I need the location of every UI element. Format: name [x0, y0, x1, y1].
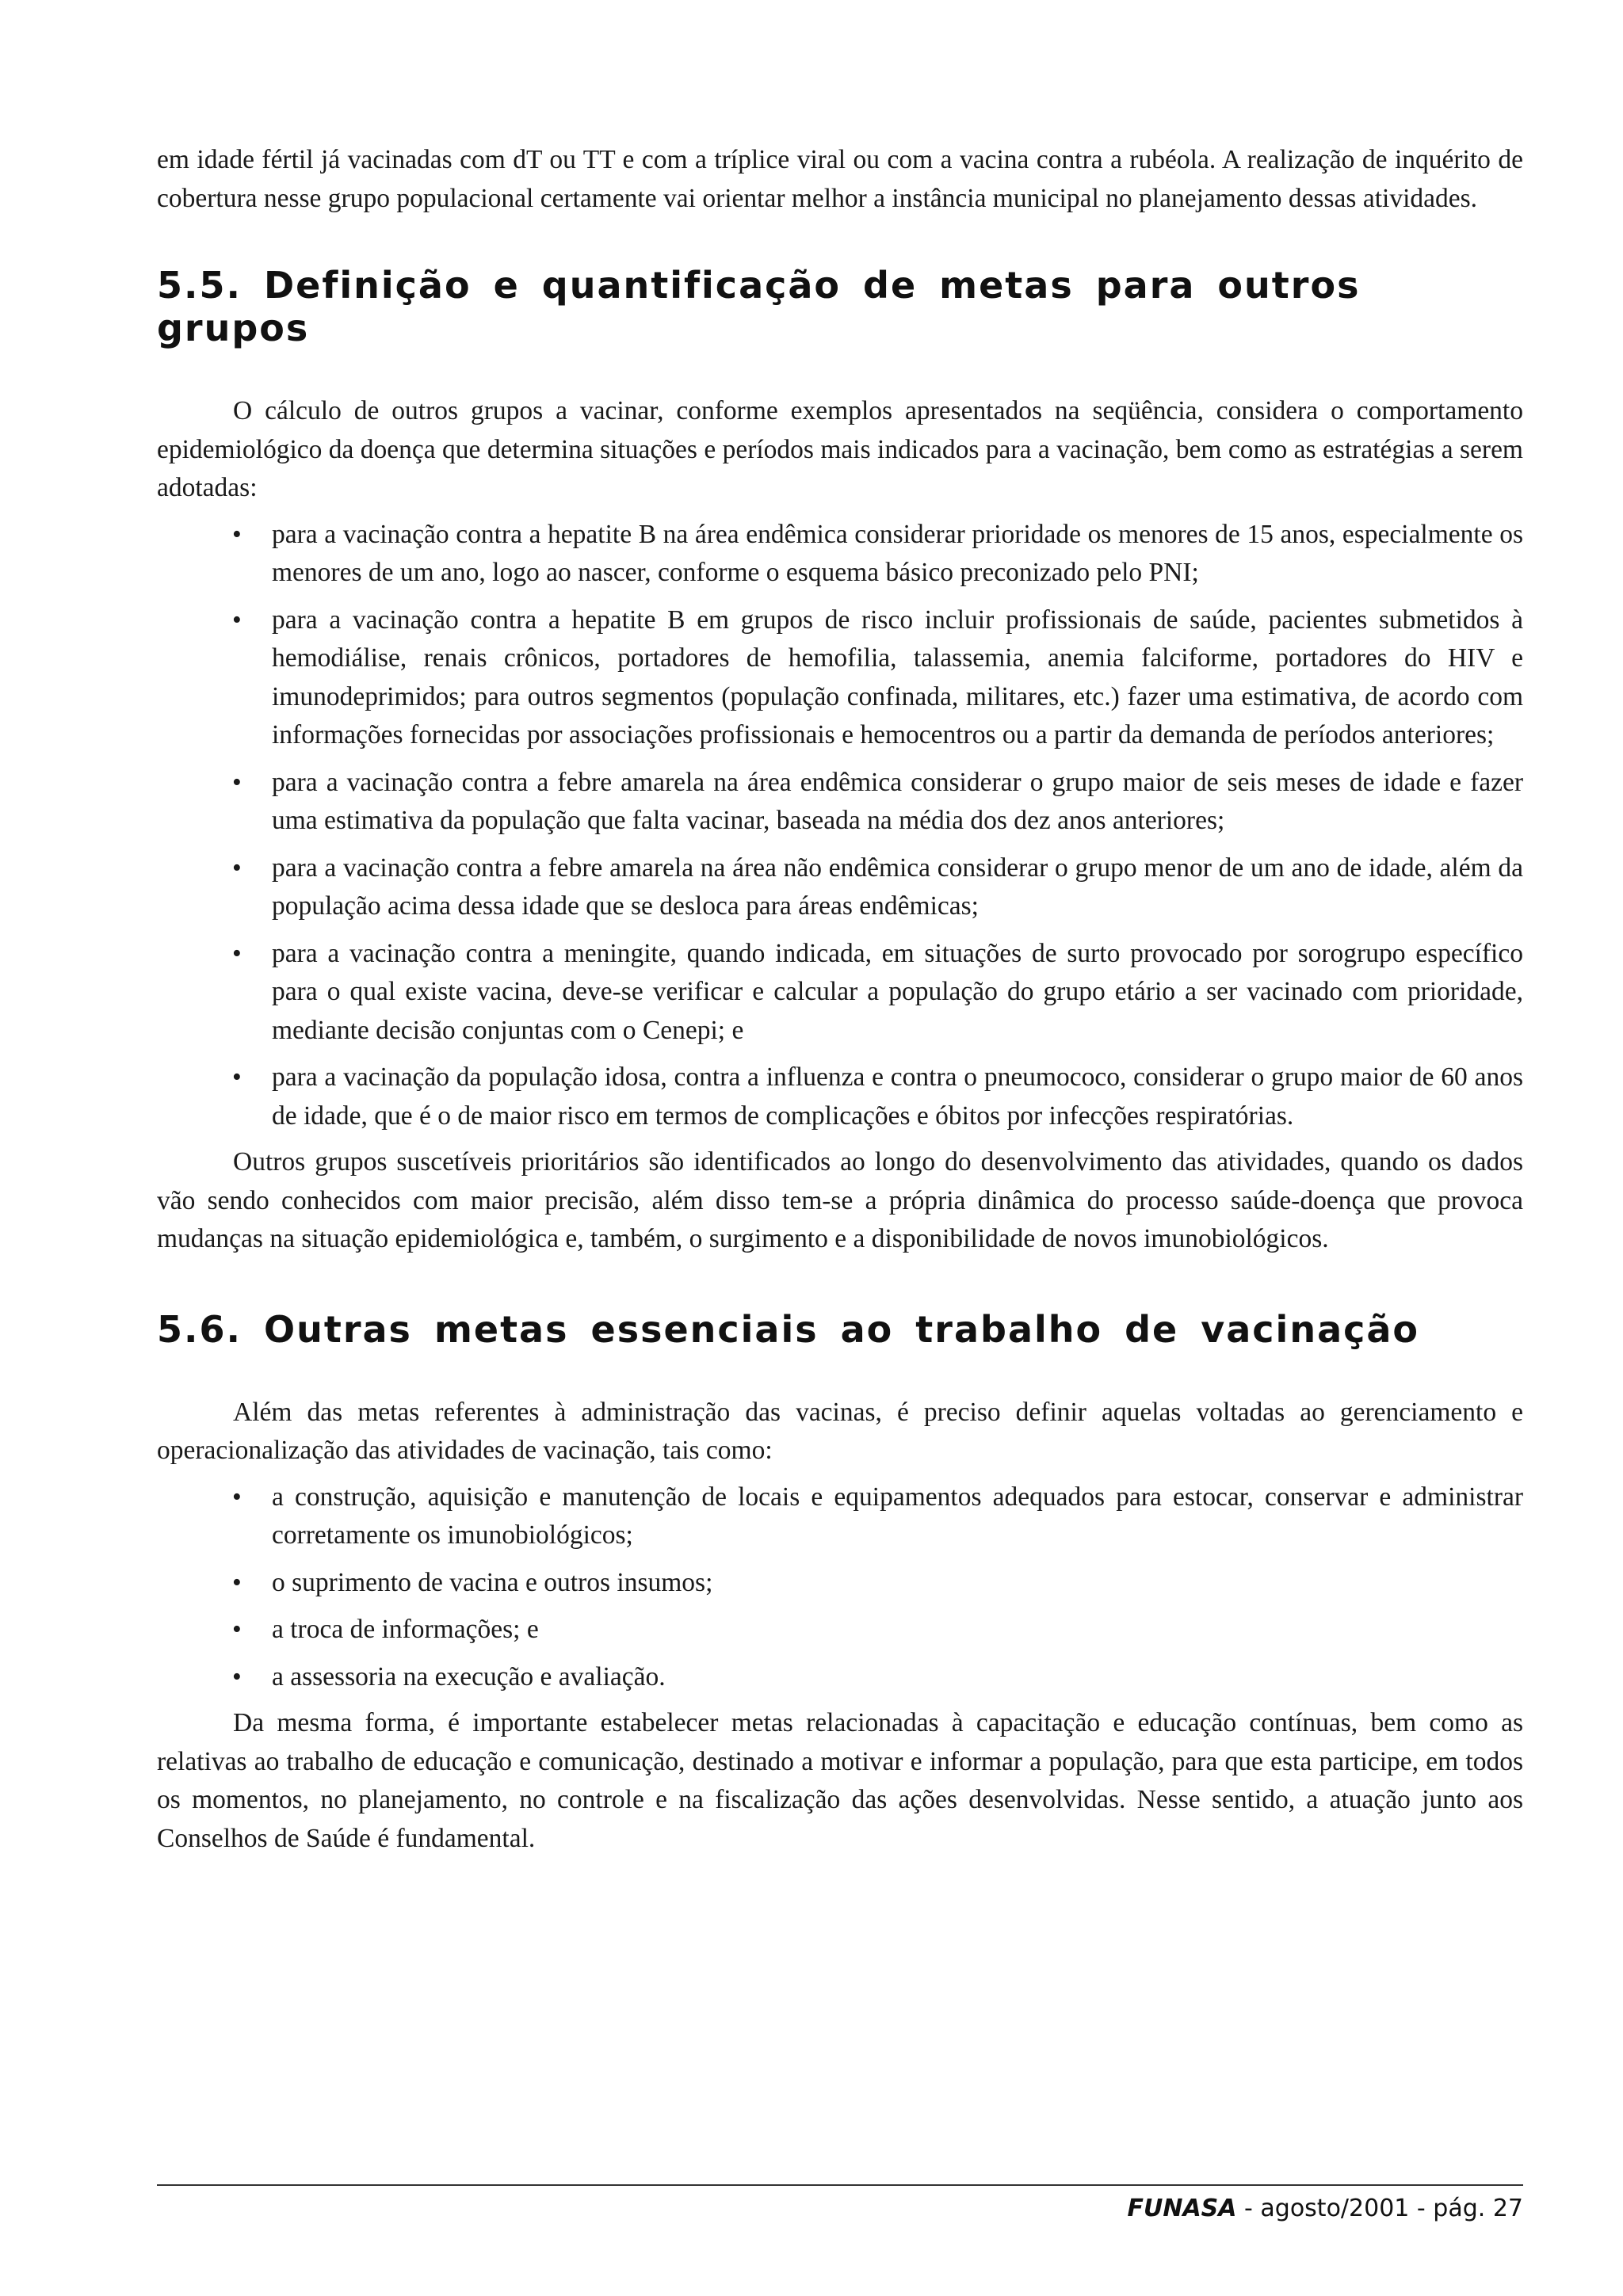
list-item-text: para a vacinação contra a febre amarela na área endêmica considerar o grupo maior de seis meses de idade e fazer uma estimativa da população que falta vacinar, baseada na média dos dez anos anteriores;: [272, 767, 1523, 835]
list-item: [157, 1058, 1523, 1135]
bullet-icon: •: [232, 1567, 242, 1597]
list-item-text: a troca de informações; e: [272, 1615, 539, 1644]
section-5-5-bullet-list: [157, 516, 1523, 1136]
section-5-6-lead-paragraph: Além das metas referentes à administração das vacinas, é preciso definir aquelas voltadas ao gerenciamento e operacionalização das atividades de vacinação, tais como:: [157, 1397, 1523, 1465]
list-item-text: para a vacinação da população idosa, contra a influenza e contra o pneumococo, considerar o grupo maior de 60 anos de idade, que é o de maior risco em termos de complicações e óbitos por infecções respiratórias.: [272, 1062, 1523, 1131]
section-5-6-bullet-list: [157, 1478, 1523, 1697]
section-5-5-closing-paragraph: Outros grupos suscetíveis prioritários são identificados ao longo do desenvolvimento das atividades, quando os dados vão sendo conhecidos com maior precisão, além disso tem-se a própria dinâmica do processo saúde-doença que provoca mudanças na situação epidemiológica e, também, o surgimento e a disponibilidade de novos imunobiológicos.: [157, 1147, 1523, 1253]
list-item: [157, 849, 1523, 926]
intro-paragraph: em idade fértil já vacinadas com dT ou TT e com a tríplice viral ou com a vacina contra a rubéola. A realização de inquérito de cobertura nesse grupo populacional certamente vai orientar melhor a instância municipal no planejamento dessas atividades.: [157, 145, 1523, 213]
list-item-text: para a vacinação contra a hepatite B na área endêmica considerar prioridade os menores de 15 anos, especialmente os menores de um ano, logo ao nascer, conforme o esquema básico preconizado pelo PNI;: [272, 519, 1523, 587]
list-item-text: a construção, aquisição e manutenção de locais e equipamentos adequados para estocar, conservar e administrar corretamente os imunobiológicos;: [272, 1482, 1523, 1550]
footer-organization: FUNASA: [1127, 2195, 1237, 2222]
footer-divider: [157, 2184, 1523, 2186]
bullet-icon: •: [232, 1062, 242, 1092]
footer-date-page: - agosto/2001 - pág. 27: [1236, 2195, 1523, 2222]
list-item: [157, 935, 1523, 1051]
bullet-icon: •: [232, 852, 242, 883]
list-item: [157, 1611, 1523, 1650]
list-item: [157, 601, 1523, 755]
section-5-6-closing-paragraph: Da mesma forma, é importante estabelecer metas relacionadas à capacitação e educação contínuas, bem como as relativas ao trabalho de educação e comunicação, destinado a motivar e informar a população, para que esta participe, em todos os momentos, no planejamento, no controle e na fiscalização das ações desenvolvidas. Nesse sentido, a atuação junto aos Conselhos de Saúde é fundamental.: [157, 1708, 1523, 1853]
bullet-icon: •: [232, 767, 242, 797]
bullet-icon: •: [232, 519, 242, 549]
bullet-icon: •: [232, 1482, 242, 1512]
list-item-text: a assessoria na execução e avaliação.: [272, 1661, 666, 1691]
list-item: [157, 1478, 1523, 1555]
bullet-icon: •: [232, 938, 242, 968]
list-item: [157, 1564, 1523, 1603]
list-item-text: o suprimento de vacina e outros insumos;: [272, 1567, 713, 1597]
section-5-5-lead-paragraph: O cálculo de outros grupos a vacinar, conforme exemplos apresentados na seqüência, considera o comportamento epidemiológico da doença que determina situações e períodos mais indicados para a vacinação, bem como as estratégias a serem adotadas:: [157, 396, 1523, 502]
page-footer: [1127, 2195, 1523, 2222]
bullet-icon: •: [232, 1661, 242, 1691]
list-item: [157, 516, 1523, 593]
section-heading-5-6: 5.6. Outras metas essenciais ao trabalho de vacinação: [157, 1307, 1420, 1351]
list-item-text: para a vacinação contra a hepatite B em grupos de risco incluir profissionais de saúde, pacientes submetidos à hemodiálise, renais crônicos, portadores de hemofilia, talassemia, anemia falciforme, portadores do HIV e imunodeprimidos; para outros segmentos (população confinada, militares, etc.) fazer uma estimativa, de acordo com informações fornecidas por associações profissionais e hemocentros ou a partir da demanda de períodos anteriores;: [272, 605, 1523, 749]
list-item-text: para a vacinação contra a febre amarela na área não endêmica considerar o grupo menor de um ano de idade, além da população acima dessa idade que se desloca para áreas endêmicas;: [272, 852, 1523, 921]
section-heading-5-5: 5.5. Definição e quantificação de metas para outros grupos: [157, 264, 1361, 349]
list-item: [157, 1658, 1523, 1697]
list-item: [157, 764, 1523, 841]
list-item-text: para a vacinação contra a meningite, quando indicada, em situações de surto provocado por sorogrupo específico para o qual existe vacina, deve-se verificar e calcular a população do grupo etário a ser vacinado com prioridade, mediante decisão conjuntas com o Cenepi; e: [272, 938, 1523, 1045]
bullet-icon: •: [232, 605, 242, 635]
bullet-icon: •: [232, 1615, 242, 1644]
document-page: [157, 141, 1523, 1858]
